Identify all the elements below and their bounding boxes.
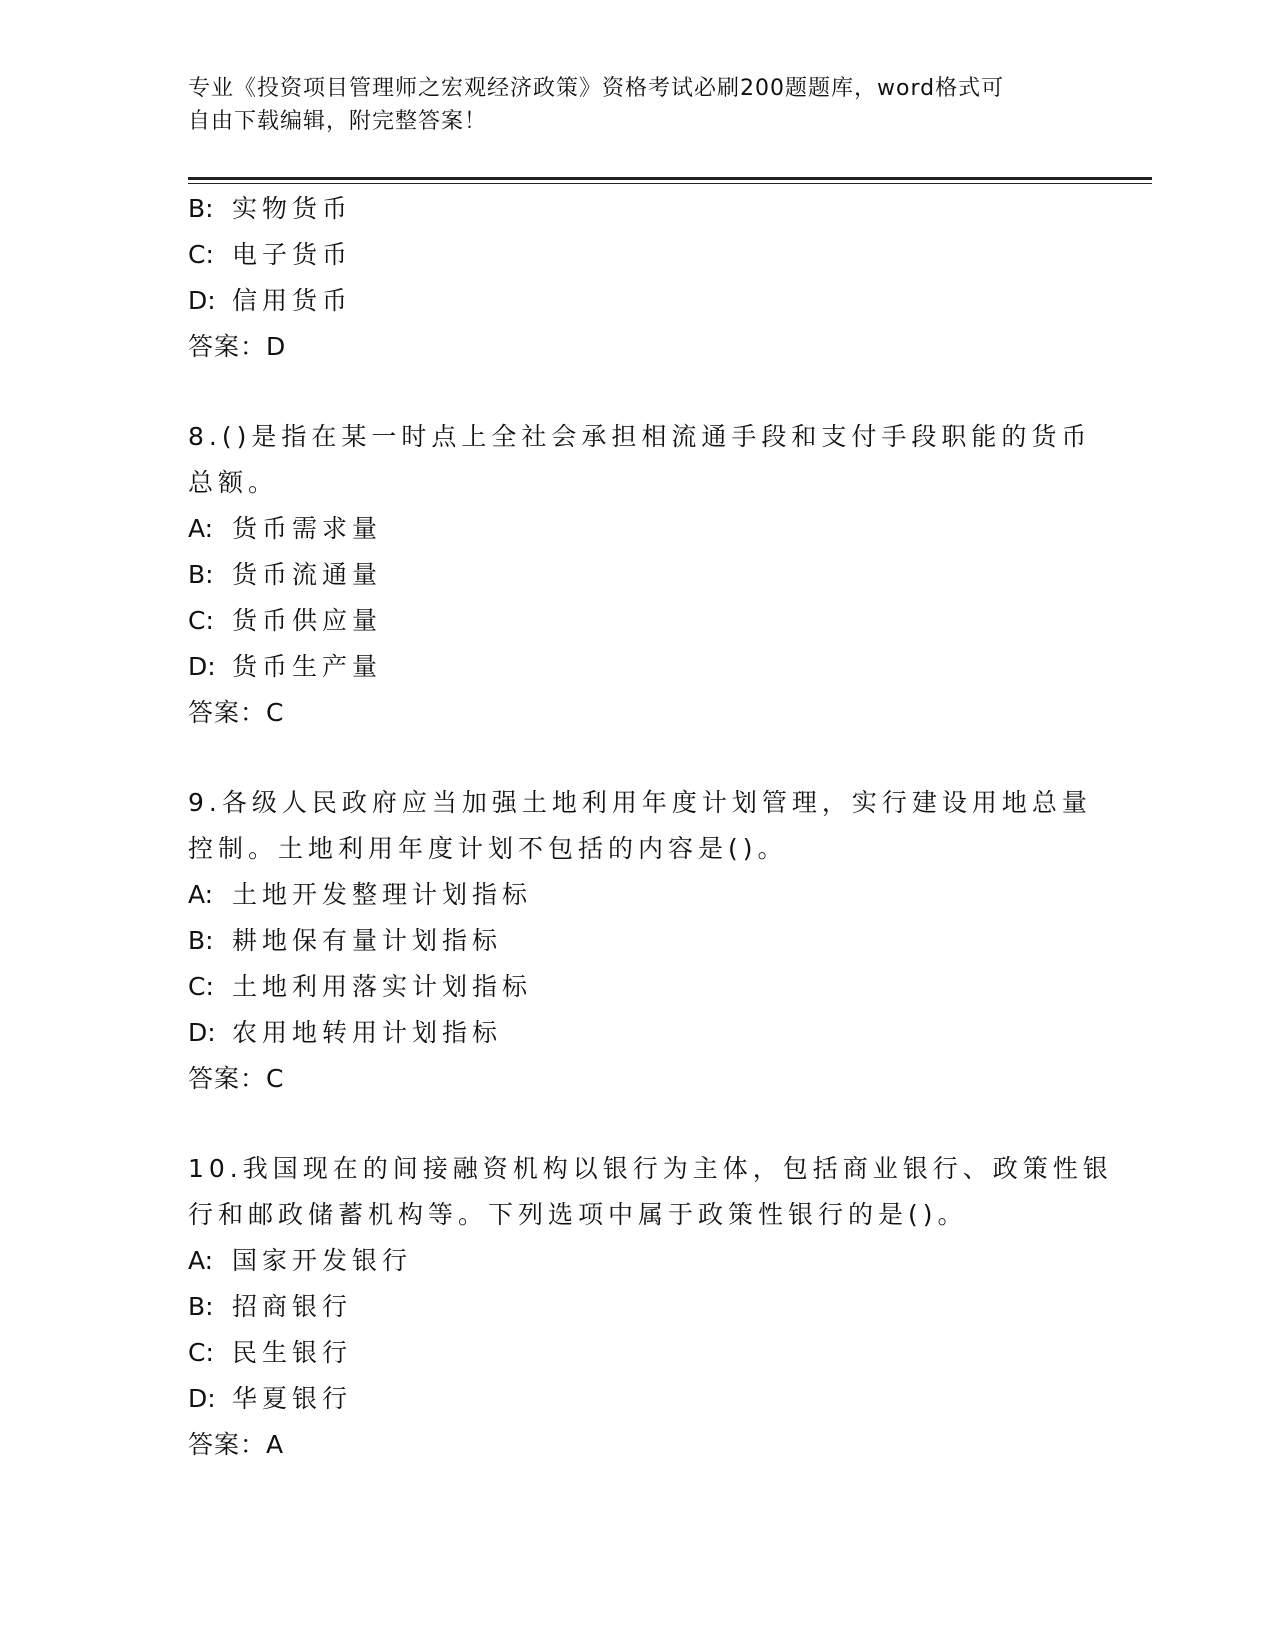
option-letter: C: xyxy=(188,972,214,1001)
option-letter: C: xyxy=(188,606,214,635)
header-line-1: 专业《投资项目管理师之宏观经济政策》资格考试必刷200题题库，word格式可 xyxy=(188,76,1005,101)
document-header xyxy=(188,72,1068,138)
option-letter: D: xyxy=(188,286,216,315)
header-divider-thick xyxy=(188,177,1152,180)
option-text: 货币需求量 xyxy=(232,514,383,543)
option-letter: A: xyxy=(188,514,214,543)
option-letter: B: xyxy=(188,926,214,955)
option-letter: A: xyxy=(188,880,214,909)
option-a xyxy=(188,506,1088,552)
question-block-8 xyxy=(188,414,1092,736)
question-stem-line-2: 行和邮政储蓄机构等。下列选项中属于政策性银行的是()。 xyxy=(188,1200,968,1229)
answer-line: 答案：C xyxy=(188,1064,285,1093)
question-block-10 xyxy=(188,1146,1113,1468)
option-d xyxy=(188,1010,1088,1056)
option-text: 土地开发整理计划指标 xyxy=(232,880,533,909)
option-text: 实物货币 xyxy=(232,194,353,223)
option-a xyxy=(188,1238,1088,1284)
option-letter: D: xyxy=(188,1384,216,1413)
answer-line: 答案：D xyxy=(188,332,287,361)
option-text: 招商银行 xyxy=(232,1292,353,1321)
option-d xyxy=(188,1376,1088,1422)
option-text: 华夏银行 xyxy=(232,1384,353,1413)
option-text: 农用地转用计划指标 xyxy=(232,1018,503,1047)
option-b xyxy=(188,1284,1088,1330)
question-block-7 xyxy=(188,186,1088,370)
option-b xyxy=(188,186,1088,232)
option-text: 货币供应量 xyxy=(232,606,383,635)
option-letter: B: xyxy=(188,560,214,589)
answer-line: 答案：A xyxy=(188,1430,285,1459)
option-text: 国家开发银行 xyxy=(232,1246,413,1275)
question-stem-line-2: 控制。土地利用年度计划不包括的内容是()。 xyxy=(188,834,788,863)
option-text: 土地利用落实计划指标 xyxy=(232,972,533,1001)
option-c xyxy=(188,1330,1088,1376)
option-letter: B: xyxy=(188,194,214,223)
option-text: 民生银行 xyxy=(232,1338,353,1367)
option-letter: A: xyxy=(188,1246,214,1275)
option-letter: B: xyxy=(188,1292,214,1321)
option-a xyxy=(188,872,1088,918)
option-c xyxy=(188,964,1088,1010)
option-text: 电子货币 xyxy=(232,240,353,269)
header-divider-thin xyxy=(188,183,1152,184)
option-b xyxy=(188,918,1088,964)
header-line-2: 自由下载编辑，附完整答案！ xyxy=(188,109,488,134)
question-stem-line-1: 10.我国现在的间接融资机构以银行为主体，包括商业银行、政策性银 xyxy=(188,1154,1113,1183)
option-text: 信用货币 xyxy=(232,286,353,315)
option-text: 货币流通量 xyxy=(232,560,383,589)
question-block-9 xyxy=(188,780,1092,1102)
option-letter: C: xyxy=(188,1338,214,1367)
question-stem-line-2: 总额。 xyxy=(188,468,279,497)
option-letter: D: xyxy=(188,1018,216,1047)
question-stem-line-1: 9.各级人民政府应当加强土地利用年度计划管理，实行建设用地总量 xyxy=(188,788,1092,817)
option-d xyxy=(188,278,1088,324)
option-c xyxy=(188,232,1088,278)
option-b xyxy=(188,552,1088,598)
question-stem-line-1: 8.()是指在某一时点上全社会承担相流通手段和支付手段职能的货币 xyxy=(188,422,1092,451)
answer-line: 答案：C xyxy=(188,698,285,727)
option-letter: D: xyxy=(188,652,216,681)
option-d xyxy=(188,644,1088,690)
option-letter: C: xyxy=(188,240,214,269)
option-c xyxy=(188,598,1088,644)
option-text: 耕地保有量计划指标 xyxy=(232,926,503,955)
option-text: 货币生产量 xyxy=(232,652,383,681)
document-body xyxy=(188,186,1113,1468)
